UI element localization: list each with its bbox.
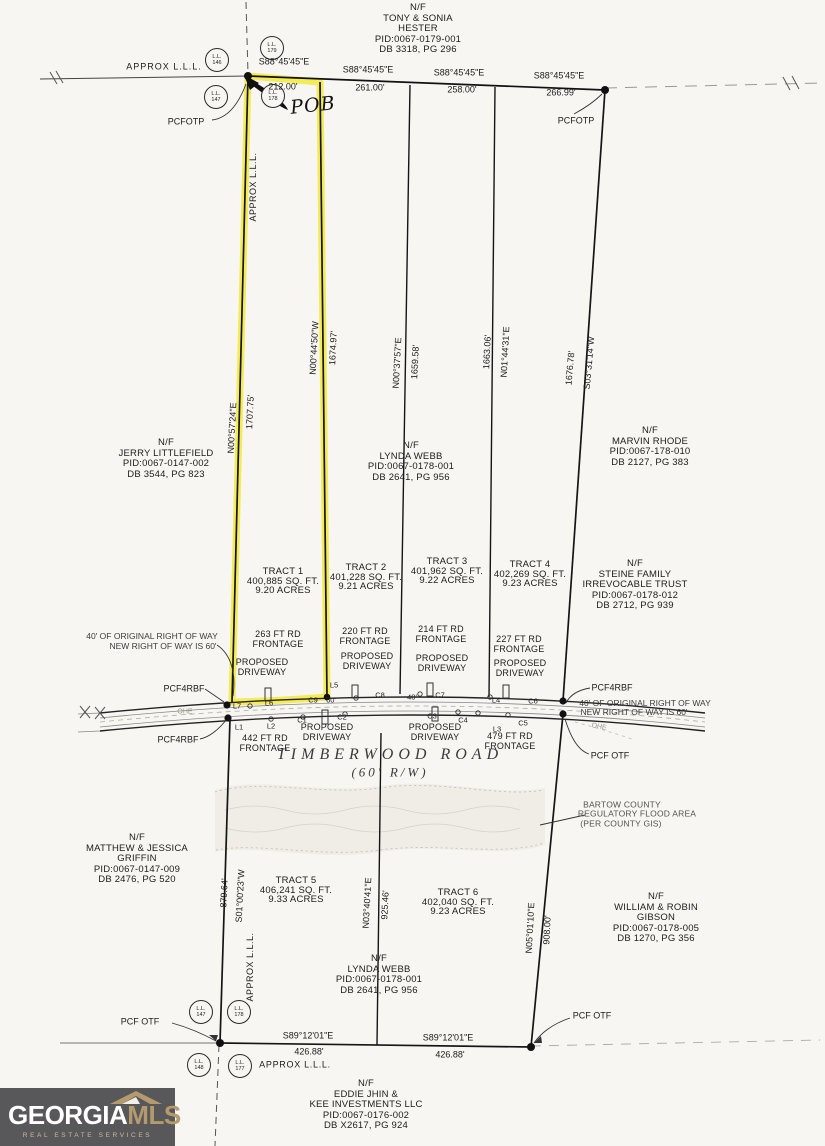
land-lot-circle: L.L. 178 bbox=[227, 1000, 251, 1024]
seg-L1: L1 bbox=[234, 722, 244, 732]
pcf4rbf-west-1: PCF4RBF bbox=[163, 683, 205, 694]
logo-tagline: REAL ESTATE SERVICES bbox=[22, 1132, 153, 1139]
land-lot-circle: L.L. 146 bbox=[205, 48, 229, 72]
seg-C6: C6 bbox=[528, 696, 538, 706]
pcf4rbf-east: PCF4RBF bbox=[591, 682, 633, 693]
pcfotp-west: PCFOTP bbox=[167, 116, 205, 127]
proposed-driveway-label: PROPOSED DRIVEWAY bbox=[493, 658, 547, 678]
seg-C1: C1 bbox=[297, 715, 307, 725]
frontage-tract4: 227 FT RD FRONTAGE bbox=[493, 634, 545, 654]
adjoiner-webb-south: N/F LYNDA WEBB PID:0067-0178-001 DB 2641, PG 956 bbox=[335, 953, 423, 996]
flood-note-3: (PER COUNTY GIS) bbox=[580, 818, 662, 829]
seg-L5: L5 bbox=[329, 680, 339, 690]
bearing-top-3: S88°45'45"E bbox=[433, 67, 485, 78]
tract-6-label: TRACT 6 402,040 SQ. FT. 9.23 ACRES bbox=[421, 887, 495, 917]
seg-C9: C9 bbox=[308, 695, 318, 705]
tract-1-label: TRACT 1 400,885 SQ. FT. 9.20 ACRES bbox=[246, 566, 320, 596]
proposed-driveway-label: PROPOSED DRIVEWAY bbox=[235, 657, 289, 677]
distance-t1-east: 1674.97' bbox=[327, 330, 339, 366]
frontage-tract6: 479 FT RD FRONTAGE bbox=[484, 731, 536, 751]
land-lot-circle: L.L. 178 bbox=[261, 84, 285, 108]
proposed-driveway-label: PROPOSED DRIVEWAY bbox=[300, 722, 354, 742]
distance-bottom-2: 426.88' bbox=[435, 1049, 465, 1060]
frontage-tract1: 263 FT RD FRONTAGE bbox=[252, 629, 304, 649]
bearing-t5-east: N03°40'41"E bbox=[360, 877, 374, 929]
distance-west-line: 1707.75' bbox=[244, 394, 256, 430]
distance-t2-east: 1659.58' bbox=[409, 344, 421, 380]
distance-top-3: 258.00' bbox=[447, 84, 477, 95]
flood-note-2: REGULATORY FLOOD AREA bbox=[577, 808, 697, 819]
frontage-tract2: 220 FT RD FRONTAGE bbox=[339, 626, 391, 646]
logo-mls: MLS bbox=[127, 1100, 181, 1130]
distance-se-line: 908.00' bbox=[541, 915, 553, 945]
bearing-se-line: N05°01'10"E bbox=[523, 902, 537, 954]
pcf-otf-southeast: PCF OTF bbox=[572, 1010, 612, 1021]
adjoiner-steine: N/F STEINE FAMILY IRREVOCABLE TRUST PID:0067-0178-012 DB 2712, PG 939 bbox=[582, 558, 688, 611]
seg-L4: L4 bbox=[491, 695, 501, 705]
seg-L3: L3 bbox=[492, 724, 502, 734]
approx-lll-vert-bottom: APPROX L.L.L. bbox=[245, 932, 255, 1002]
land-lot-circle: L.L. 177 bbox=[228, 1054, 252, 1078]
approx-lll-top: APPROX L.L.L. bbox=[126, 61, 202, 72]
land-lot-circle: L.L. 179 bbox=[260, 36, 284, 60]
pcf4rbf-west-2: PCF4RBF bbox=[157, 734, 199, 745]
seg-C4: C4 bbox=[458, 715, 468, 725]
bearing-west-line: N00°57'24"E bbox=[225, 402, 239, 454]
row-note-west-2: NEW RIGHT OF WAY IS 60' bbox=[109, 640, 217, 651]
seg-C8: C8 bbox=[375, 690, 385, 700]
distance-t3-east: 1663.06' bbox=[481, 334, 493, 370]
approx-lll-vert-top: APPROX L.L.L. bbox=[248, 152, 258, 222]
pcfotp-east: PCFOTP bbox=[557, 115, 595, 126]
approx-lll-bottom: APPROX L.L.L. bbox=[259, 1059, 331, 1070]
land-lot-circle: L.L. 147 bbox=[204, 85, 228, 109]
ohe-label-west: OHE bbox=[177, 708, 193, 716]
proposed-driveway-label: PROPOSED DRIVEWAY bbox=[415, 653, 469, 673]
adjoiner-hester: N/F TONY & SONIA HESTER PID:0067-0179-001 DB 3318, PG 296 bbox=[374, 2, 462, 55]
bearing-top-1: S88°45'45"E bbox=[258, 56, 310, 67]
seg-40ft: 40' bbox=[407, 692, 417, 702]
tract-2-label: TRACT 2 401,228 SQ. FT. 9.21 ACRES bbox=[329, 562, 403, 592]
georgia-mls-logo bbox=[0, 1088, 181, 1146]
distance-top-2: 261.00' bbox=[355, 82, 385, 93]
seg-L2: L2 bbox=[266, 721, 276, 731]
adjoiner-gibson: N/F WILLIAM & ROBIN GIBSON PID:0067-0178-005 DB 1270, PG 356 bbox=[612, 891, 700, 944]
seg-C2: C2 bbox=[337, 712, 347, 722]
bearing-t2-east: N00°37'57"E bbox=[390, 337, 404, 389]
pcf-otf-east-mid: PCF OTF bbox=[590, 750, 630, 761]
adjoiner-griffin: N/F MATTHEW & JESSICA GRIFFIN PID:0067-0147-009 DB 2476, PG 520 bbox=[86, 832, 188, 885]
logo-georgia: GEORGIA bbox=[8, 1100, 128, 1130]
frontage-tract3: 214 FT RD FRONTAGE bbox=[415, 624, 467, 644]
row-note-east-2: NEW RIGHT OF WAY IS 60' bbox=[580, 706, 688, 717]
road-rw: (60' R/W) bbox=[351, 764, 429, 780]
row-note-east-1: 40' OF ORIGINAL RIGHT OF WAY bbox=[579, 697, 711, 708]
distance-top-1: 212.00' bbox=[268, 81, 298, 92]
adjoiner-jhin: N/F EDDIE JHIN & KEE INVESTMENTS LLC PID:0067-0176-002 DB X2617, PG 924 bbox=[309, 1078, 423, 1131]
seg-L7: L7 bbox=[232, 701, 242, 711]
seg-C5: C5 bbox=[518, 718, 528, 728]
ohe-label-east: OHE bbox=[590, 722, 608, 732]
row-note-west-1: 40' OF ORIGINAL RIGHT OF WAY bbox=[86, 630, 218, 641]
bearing-top-2: S88°45'45"E bbox=[342, 64, 394, 75]
distance-sw-line: 879.64' bbox=[218, 878, 230, 908]
seg-C7: C7 bbox=[435, 690, 445, 700]
distance-bottom-1: 426.88' bbox=[294, 1046, 324, 1057]
proposed-driveway-label: PROPOSED DRIVEWAY bbox=[340, 651, 394, 671]
adjoiner-webb-north: N/F LYNDA WEBB PID:0067-0178-001 DB 2641, PG 956 bbox=[367, 440, 455, 483]
bearing-t1-east: N00°44'50"W bbox=[307, 321, 321, 375]
bearing-t3-east: N01°44'31"E bbox=[498, 326, 512, 378]
tract-3-label: TRACT 3 401,962 SQ. FT. 9.22 ACRES bbox=[410, 556, 484, 586]
bearing-bottom-1: S89°12'01"E bbox=[282, 1030, 334, 1041]
seg-60ft: 60' bbox=[326, 695, 336, 705]
flood-note-1: BARTOW COUNTY bbox=[583, 799, 661, 810]
frontage-tract5: 442 FT RD FRONTAGE bbox=[239, 733, 291, 753]
bearing-sw-line: S01°00'23"W bbox=[233, 869, 247, 923]
bearing-east-line: S03°31'14"W bbox=[581, 336, 597, 390]
distance-top-4: 266.99' bbox=[546, 87, 576, 98]
tract-5-label: TRACT 5 406,241 SQ. FT. 9.33 ACRES bbox=[259, 875, 333, 905]
seg-L6: L6 bbox=[264, 698, 274, 708]
bearing-bottom-2: S89°12'01"E bbox=[422, 1032, 474, 1043]
pob-label: POB bbox=[289, 92, 337, 119]
pcf-otf-southwest: PCF OTF bbox=[120, 1016, 160, 1027]
land-lot-circle: L.L. 148 bbox=[187, 1053, 211, 1077]
proposed-driveway-label: PROPOSED DRIVEWAY bbox=[408, 722, 462, 742]
adjoiner-rhode: N/F MARVIN RHODE PID:0067-178-010 DB 2127, PG 383 bbox=[609, 425, 691, 468]
distance-t5-east: 925.46' bbox=[379, 890, 391, 920]
bearing-top-4: S88°45'45"E bbox=[533, 70, 585, 81]
road-name: TIMBERWOOD ROAD bbox=[276, 746, 504, 763]
tract-4-label: TRACT 4 402,269 SQ. FT. 9.23 ACRES bbox=[493, 559, 567, 589]
land-lot-circle: L.L. 147 bbox=[189, 1000, 213, 1024]
adjoiner-littlefield: N/F JERRY LITTLEFIELD PID:0067-0147-002 DB 3544, PG 823 bbox=[118, 437, 214, 480]
seg-C3: C3 bbox=[427, 711, 437, 721]
distance-east-line: 1676.78' bbox=[563, 350, 577, 386]
